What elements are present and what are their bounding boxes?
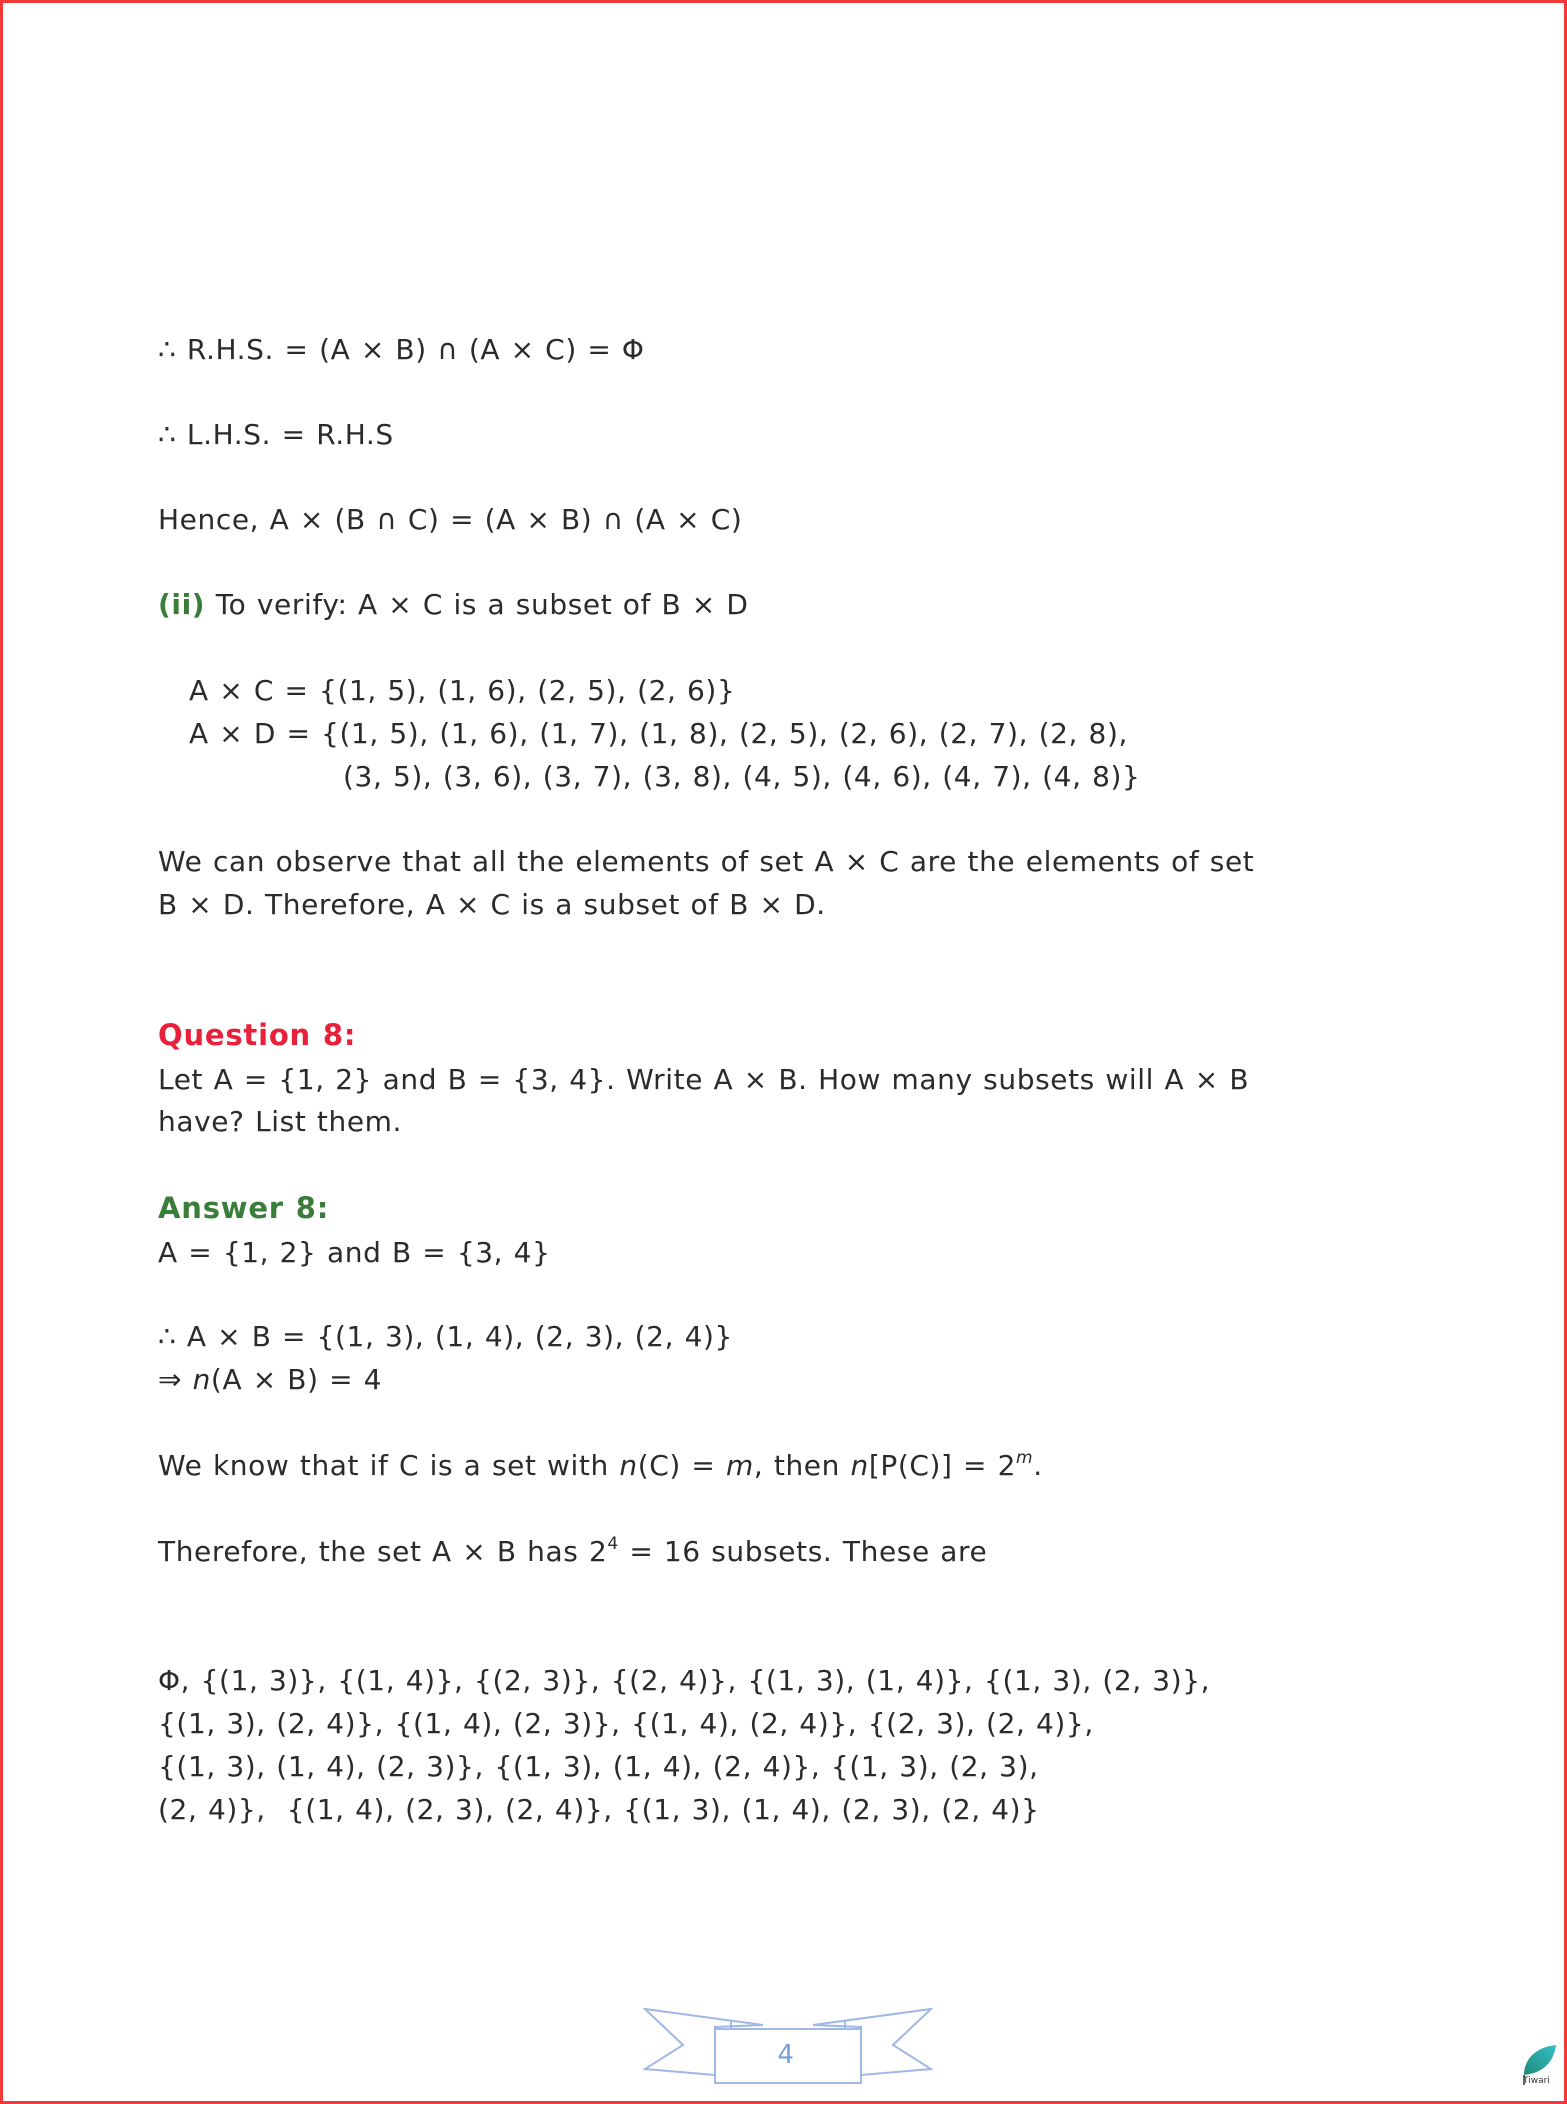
n-axb-value: (A × B) = 4 [210, 1363, 383, 1396]
axd-line-1: A × D = {(1, 5), (1, 6), (1, 7), (1, 8), (2, 5), (2, 6), (2, 7), (2, 8), [189, 717, 1128, 750]
text-run: . [1033, 1449, 1043, 1482]
question-heading: Question 8: [158, 1018, 357, 1052]
text-run: We know that if C is a set with [158, 1449, 620, 1482]
text-run: Therefore, the set A × B has 2 [158, 1535, 608, 1568]
n-function: n [850, 1449, 869, 1482]
n-function: n [192, 1363, 211, 1396]
question-text-2: have? List them. [158, 1105, 403, 1138]
page-content [3, 3, 1564, 2101]
power-set-rule-line [158, 1448, 1043, 1482]
subsets-line-4: (2, 4)}, {(1, 4), (2, 3), (2, 4)}, {(1, 3), (1, 4), (2, 3), (2, 4)} [158, 1793, 1040, 1826]
axc-line: A × C = {(1, 5), (1, 6), (2, 5), (2, 6)} [189, 674, 736, 707]
axb-line: ∴ A × B = {(1, 3), (1, 4), (2, 3), (2, 4)} [158, 1320, 733, 1353]
axd-line-2: (3, 5), (3, 6), (3, 7), (3, 8), (4, 5), (4, 6), (4, 7), (4, 8)} [343, 760, 1141, 793]
subsets-line-1: Φ, {(1, 3)}, {(1, 4)}, {(2, 3)}, {(2, 4)}, {(1, 3), (1, 4)}, {(1, 3), (2, 3)}, [158, 1664, 1211, 1697]
text-run: , then [753, 1449, 851, 1482]
observe-line-2: B × D. Therefore, A × C is a subset of B × D. [158, 888, 826, 921]
hence-line: Hence, A × (B ∩ C) = (A × B) ∩ (A × C) [158, 503, 743, 536]
subsets-line-3: {(1, 3), (1, 4), (2, 3)}, {(1, 3), (1, 4), (2, 4)}, {(1, 3), (2, 3), [158, 1750, 1039, 1783]
subset-count-line [158, 1534, 988, 1568]
rhs-line: ∴ R.H.S. = (A × B) ∩ (A × C) = Φ [158, 333, 645, 366]
implies-symbol: ⇒ [158, 1363, 193, 1396]
part-ii-label: (ii) [158, 588, 206, 621]
m-variable: m [725, 1449, 754, 1482]
question-text-1: Let A = {1, 2} and B = {3, 4}. Write A × B. How many subsets will A × B [158, 1063, 1250, 1096]
n-function: n [619, 1449, 638, 1482]
text-run: [P(C)] = 2 [868, 1449, 1017, 1482]
exponent-m: m [1016, 1448, 1034, 1468]
observe-line-1: We can observe that all the elements of set A × C are the elements of set [158, 845, 1255, 878]
text-run: = 16 subsets. These are [618, 1535, 988, 1568]
text-run: (C) = [637, 1449, 726, 1482]
lhs-equals-rhs-line: ∴ L.H.S. = R.H.S [158, 418, 394, 451]
part-ii-line [158, 588, 749, 621]
subsets-line-2: {(1, 3), (2, 4)}, {(1, 4), (2, 3)}, {(1, 4), (2, 4)}, {(2, 3), (2, 4)}, [158, 1707, 1094, 1740]
page-number: 4 [777, 2040, 795, 2070]
answer-heading: Answer 8: [158, 1191, 330, 1225]
part-ii-text: To verify: A × C is a subset of B × D [205, 588, 749, 621]
n-axb-line [158, 1363, 383, 1396]
exponent-4: 4 [607, 1534, 619, 1554]
logo-text: Tiwari [1523, 2076, 1550, 2086]
answer-given-line: A = {1, 2} and B = {3, 4} [158, 1236, 551, 1269]
